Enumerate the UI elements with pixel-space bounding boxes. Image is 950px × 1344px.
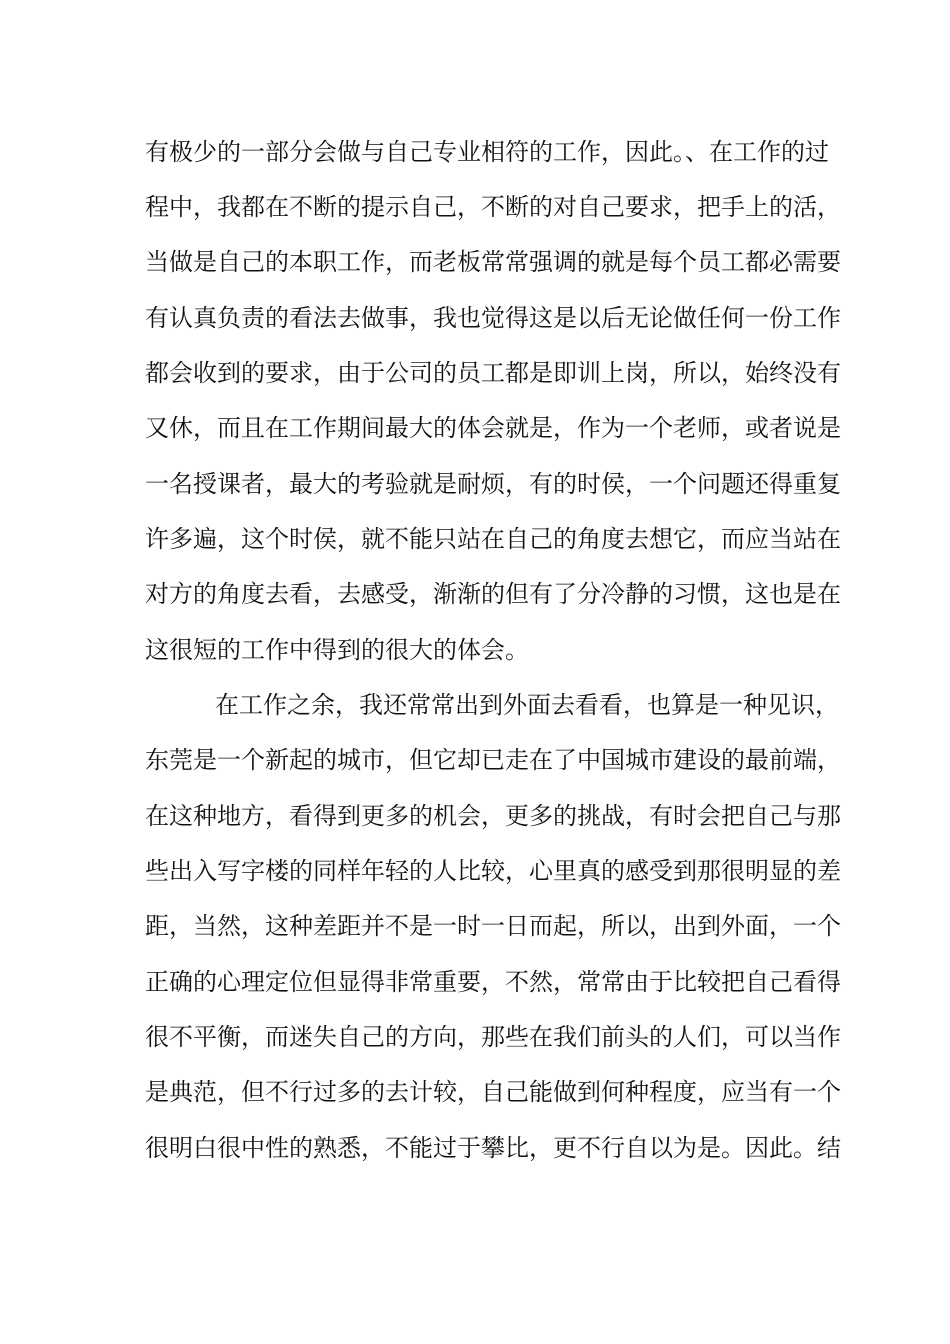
paragraph-1-line-2: 程中，我都在不断的提示自己，不断的对自己要求，把手上的活， — [145, 193, 841, 221]
paragraph-2-line-5: 距，当然，这种差距并不是一时一日而起，所以，出到外面，一个 — [145, 912, 841, 940]
paragraph-1-line-9: 对方的角度去看，去感受，渐渐的但有了分冷静的习惯，这也是在 — [145, 580, 841, 608]
paragraph-2-line-8: 是典范，但不行过多的去计较，自己能做到何种程度，应当有一个 — [145, 1078, 841, 1106]
paragraph-1-line-10: 这很短的工作中得到的很大的体会。 — [145, 636, 529, 664]
paragraph-2-line-7: 很不平衡，而迷失自己的方向，那些在我们前头的人们，可以当作 — [145, 1023, 841, 1051]
paragraph-1-line-8: 许多遍，这个时侯，就不能只站在自己的角度去想它，而应当站在 — [145, 525, 841, 553]
paragraph-2-line-1: 在工作之余，我还常常出到外面去看看，也算是一种见识， — [215, 691, 839, 719]
paragraph-1-line-1: 有极少的一部分会做与自己专业相符的工作，因此。、在工作的过 — [145, 138, 829, 166]
paragraph-2-line-4: 些出入写字楼的同样年轻的人比较，心里真的感受到那很明显的差 — [145, 857, 841, 885]
paragraph-1-line-5: 都会收到的要求，由于公司的员工都是即训上岗，所以，始终没有 — [145, 359, 841, 387]
paragraph-1-line-4: 有认真负责的看法去做事，我也觉得这是以后无论做任何一份工作 — [145, 304, 841, 332]
paragraph-1-line-3: 当做是自己的本职工作，而老板常常强调的就是每个员工都必需要 — [145, 248, 841, 276]
paragraph-1-line-6: 又休，而且在工作期间最大的体会就是，作为一个老师，或者说是 — [145, 414, 841, 442]
paragraph-2-line-2: 东莞是一个新起的城市，但它却已走在了中国城市建设的最前端， — [145, 746, 841, 774]
paragraph-2-line-6: 正确的心理定位但显得非常重要，不然，常常由于比较把自己看得 — [145, 968, 841, 996]
paragraph-1-line-7: 一名授课者，最大的考验就是耐烦，有的时侯，一个问题还得重复 — [145, 470, 841, 498]
paragraph-2-line-9: 很明白很中性的熟悉，不能过于攀比，更不行自以为是。因此。结 — [145, 1134, 841, 1162]
paragraph-2-line-3: 在这种地方，看得到更多的机会，更多的挑战，有时会把自己与那 — [145, 802, 841, 830]
